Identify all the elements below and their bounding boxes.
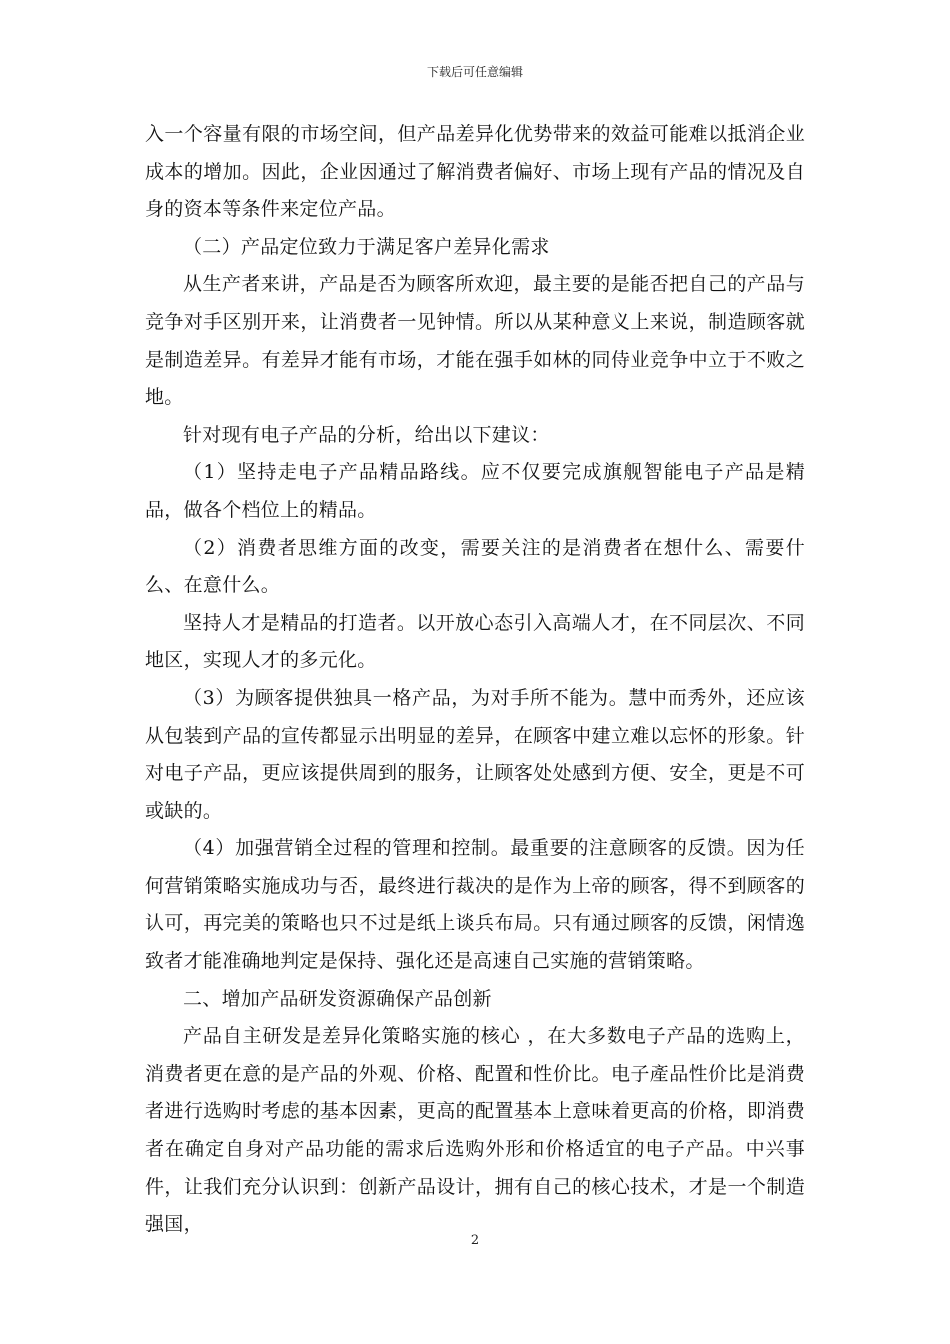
page-header: 下载后可任意编辑 bbox=[426, 65, 523, 79]
list-item-3: （3）为顾客提供独具一格产品，为对手所不能为。慧中而秀外，还应该从包装到产品的宣传都显示出明显的差异，在顾客中建立难以忘怀的形象。针对电子产品，更应该提供周到的服务，让顾客处处感到方便、安全，更是不可或缺的。 bbox=[145, 686, 805, 822]
paragraph-independent-rd: 产品自主研发是差异化策略实施的核心 ，在大多数电子产品的选购上，消费者更在意的是产品的外观、价格、配置和性价比。电子產品性价比是消费者进行选购时考虑的基本因素，更高的配置基本上意味着更高的价格，即消费者在确定自身对产品功能的需求后选购外形和价格适宜的电子产品。中兴事件，让我们充分认识到：创新产品设计，拥有自己的核心技术，才是一个制造强国， bbox=[145, 1025, 805, 1236]
paragraph-continuation: 入一个容量有限的市场空间，但产品差异化优势带来的效益可能难以抵消企业成本的增加。因此，企业因通过了解消费者偏好、市场上现有产品的情况及自身的资本等条件来定位产品。 bbox=[145, 123, 805, 221]
paragraph-producer-view: 从生产者来讲，产品是否为顾客所欢迎，最主要的是能否把自己的产品与竞争对手区别开来，让消费者一见钟情。所以从某种意义上来说，制造顾客就是制造差异。有差异才能有市场，才能在强手如林的同侍业竞争中立于不败之地。 bbox=[145, 273, 805, 409]
paragraph-talent: 坚持人才是精品的打造者。以开放心态引入高端人才，在不同层次、不同地区，实现人才的多元化。 bbox=[145, 611, 805, 672]
section-heading-rd-resources: 二、增加产品研发资源确保产品创新 bbox=[183, 987, 492, 1010]
list-item-1: （1）坚持走电子产品精品路线。应不仅要完成旗舰智能电子产品是精品，做各个档位上的精品。 bbox=[145, 461, 805, 521]
section-heading-product-positioning: （二）产品定位致力于满足客户差异化需求 bbox=[183, 235, 550, 258]
paragraph-suggestions-intro: 针对现有电子产品的分析，给出以下建议： bbox=[183, 423, 550, 446]
document-body bbox=[145, 116, 805, 1244]
list-item-2: （2）消费者思维方面的改变，需要关注的是消费者在想什么、需要什么、在意什么。 bbox=[145, 536, 805, 597]
list-item-4: （4）加强营销全过程的管理和控制。最重要的注意顾客的反馈。因为任何营销策略实施成功与否，最终进行裁决的是作为上帝的顾客，得不到顾客的认可，再完美的策略也只不过是纸上谈兵布局。只有通过顾客的反馈，闲情逸致者才能准确地判定是保持、强化还是高速自己实施的营销策略。 bbox=[145, 837, 805, 973]
page-number: 2 bbox=[470, 1233, 480, 1248]
